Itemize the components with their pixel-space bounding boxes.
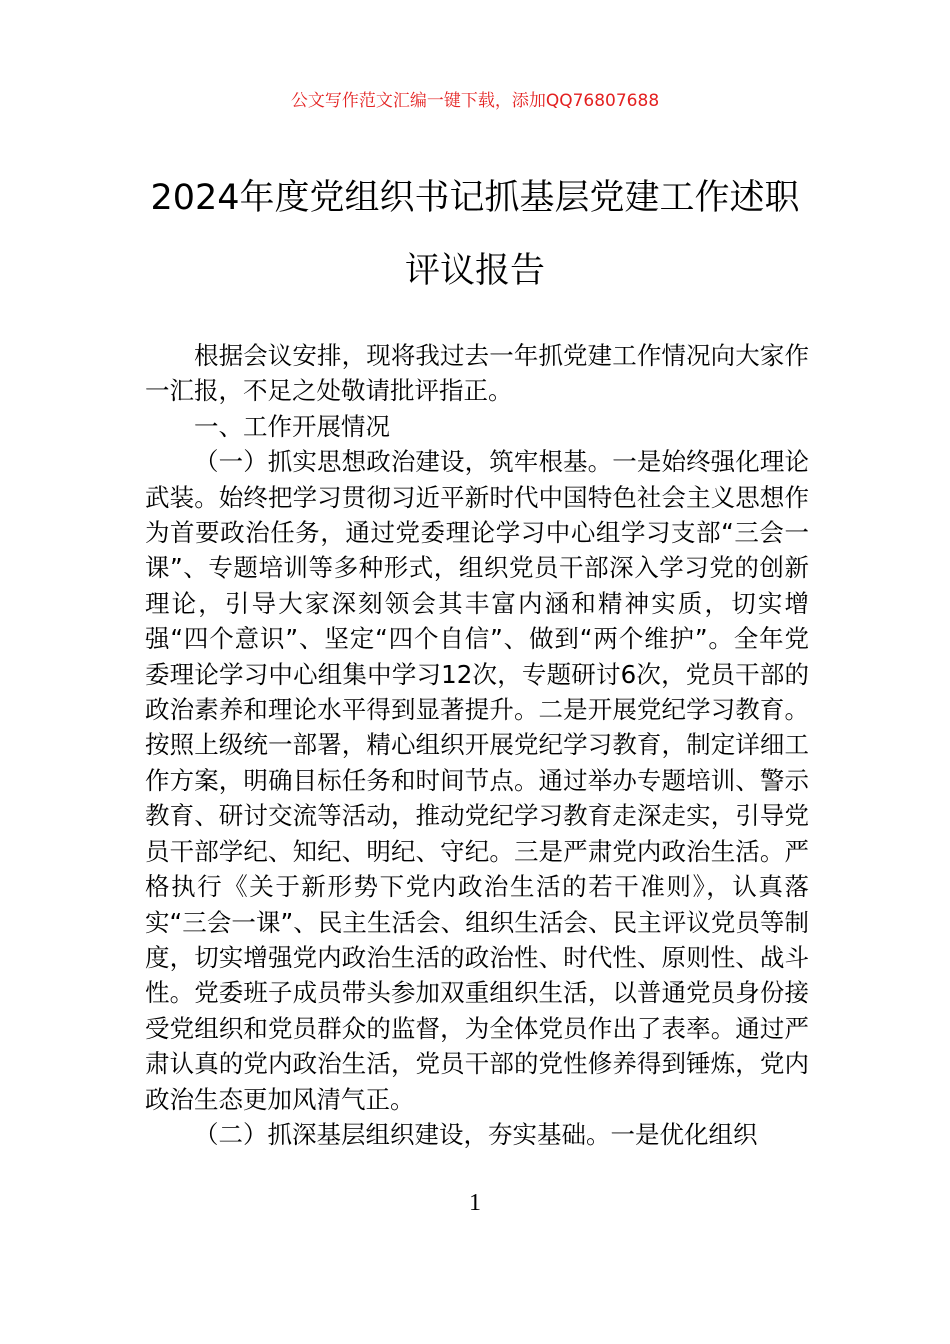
- body-paragraph: （二）抓深基层组织建设，夯实基础。一是优化组织: [194, 1119, 758, 1149]
- page-number: 1: [469, 1190, 481, 1216]
- document-title-line-2: 评议报告: [404, 251, 545, 291]
- download-promo-note: 公文写作范文汇编一键下载，添加QQ76807688: [290, 91, 660, 111]
- section-heading: 一、工作开展情况: [194, 411, 390, 441]
- intro-paragraph: 根据会议安排，现将我过去一年抓党建工作情况向大家作一汇报，不足之处敬请批评指正。: [145, 341, 809, 406]
- body-paragraph: （一）抓实思想政治建设，筑牢根基。一是始终强化理论武装。始终把学习贯彻习近平新时代中国特色社会主义思想作为首要政治任务，通过党委理论学习中心组学习支部“三会一课”、专题培训等多种形式，组织党员干部深入学习党的创新理论，引导大家深刻领会其丰富内涵和精神实质，切实增强“四个意识”、坚定“四个自信”、做到“两个维护”。全年党委理论学习中心组集中学习12次，专题研讨6次，党员干部的政治素养和理论水平得到显著提升。二是开展党纪学习教育。按照上级统一部署，精心组织开展党纪学习教育，制定详细工作方案，明确目标任务和时间节点。通过举办专题培训、警示教育、研讨交流等活动，推动党纪学习教育走深走实，引导党员干部学纪、知纪、明纪、守纪。三是严肃党内政治生活。严格执行《关于新形势下党内政治生活的若干准则》，认真落实“三会一课”、民主生活会、组织生活会、民主评议党员等制度，切实增强党内政治生活的政治性、时代性、原则性、战斗性。党委班子成员带头参加双重组织生活，以普通党员身份接受党组织和党员群众的监督，为全体党员作出了表率。通过严肃认真的党内政治生活，党员干部的党性修养得到锤炼，党内政治生态更加风清气正。: [145, 447, 809, 1114]
- document-body: [145, 338, 809, 1152]
- document-title-line-1: 2024年度党组织书记抓基层党建工作述职: [150, 178, 800, 218]
